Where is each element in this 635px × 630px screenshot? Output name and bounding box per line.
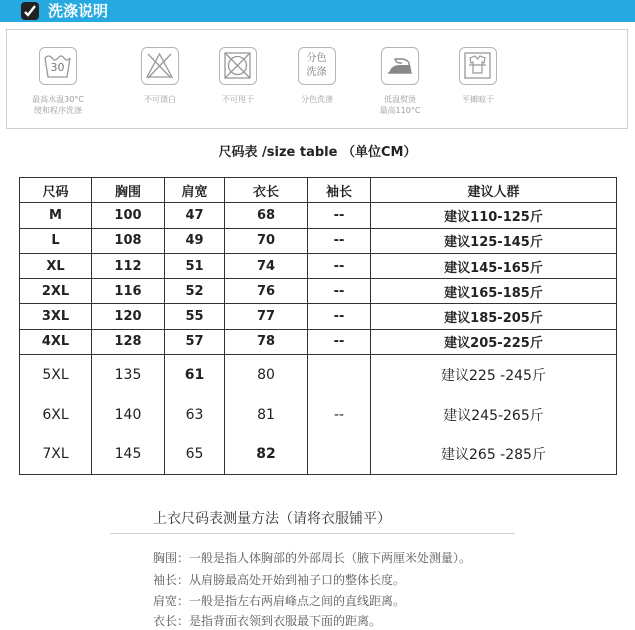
table-cell: 128 (92, 329, 165, 354)
divider (110, 533, 515, 534)
table-cell: 80 (225, 355, 308, 395)
table-row (20, 304, 617, 329)
table-header-cell: 胸围 (92, 178, 165, 203)
table-cell: 建议225 -245斤 (371, 355, 617, 395)
table-cell: 76 (225, 279, 308, 304)
measure-item-sleeve: 袖长：从肩膀最高处开始到袖子口的整体长度。 (153, 573, 406, 587)
care-label: 不可漂白 (144, 95, 176, 104)
table-cell: 3XL (20, 304, 92, 329)
table-cell-merged-sleeve: -- (308, 355, 371, 475)
table-cell: 建议205-225斤 (371, 329, 617, 354)
no-tumble-dry-icon (219, 47, 257, 85)
header-title: 洗涤说明 (48, 2, 109, 20)
table-row (20, 253, 617, 278)
table-cell: 建议165-185斤 (371, 279, 617, 304)
table-cell: -- (308, 304, 371, 329)
table-cell: 49 (165, 228, 225, 253)
table-cell: 108 (92, 228, 165, 253)
care-label: 最高水温30°C 缓和程序洗涤 (32, 95, 84, 115)
table-header-cell: 建议人群 (371, 178, 617, 203)
table-cell: 70 (225, 228, 308, 253)
table-cell: 145 (92, 434, 165, 474)
table-row (20, 279, 617, 304)
size-table (19, 177, 617, 475)
table-row (20, 228, 617, 253)
table-cell: 61 (165, 355, 225, 395)
table-cell: 4XL (20, 329, 92, 354)
care-label: 低温熨烫 最高110°C (379, 95, 421, 115)
table-cell: 5XL (20, 355, 92, 395)
care-label: 分色洗涤 (301, 95, 333, 104)
wash-tub-icon (39, 47, 77, 85)
table-cell: 135 (92, 355, 165, 395)
table-cell: -- (308, 279, 371, 304)
table-cell: 47 (165, 203, 225, 228)
table-cell: 51 (165, 253, 225, 278)
table-cell: 116 (92, 279, 165, 304)
table-cell: -- (308, 228, 371, 253)
size-table-title: 尺码表 /size table （单位CM） (218, 145, 417, 160)
table-cell: 建议265 -285斤 (371, 434, 617, 474)
table-header-cell: 袖长 (308, 178, 371, 203)
table-cell: 52 (165, 279, 225, 304)
table-cell: 68 (225, 203, 308, 228)
table-cell: 7XL (20, 434, 92, 474)
table-cell: 112 (92, 253, 165, 278)
table-cell: M (20, 203, 92, 228)
table-header-cell: 肩宽 (165, 178, 225, 203)
measure-item-chest: 胸围：一般是指人体胸部的外部周长（腋下两厘米处测量）。 (153, 551, 472, 565)
table-cell: XL (20, 253, 92, 278)
table-cell: 82 (225, 434, 308, 474)
separate-wash-icon (298, 47, 336, 85)
table-cell: 74 (225, 253, 308, 278)
table-header-cell: 衣长 (225, 178, 308, 203)
table-header-row (20, 178, 617, 203)
header-bar (0, 0, 635, 22)
measure-item-shoulder: 肩宽：一般是指左右两肩峰点之间的直线距离。 (153, 594, 406, 608)
table-cell: -- (308, 203, 371, 228)
table-cell: 6XL (20, 395, 92, 435)
measure-item-length: 衣长：是指背面衣领到衣服最下面的距离。 (153, 614, 382, 628)
table-cell: 建议125-145斤 (371, 228, 617, 253)
table-cell: 55 (165, 304, 225, 329)
table-header-cell: 尺码 (20, 178, 92, 203)
table-cell: 81 (225, 395, 308, 435)
care-panel (6, 29, 628, 129)
table-row (20, 329, 617, 354)
table-cell: 建议110-125斤 (371, 203, 617, 228)
table-cell: 建议145-165斤 (371, 253, 617, 278)
iron-icon (381, 47, 419, 85)
measure-title: 上衣尺码表测量方法（请将衣服铺平） (153, 511, 391, 527)
no-bleach-icon (141, 47, 179, 85)
table-cell: 建议185-205斤 (371, 304, 617, 329)
table-cell: 63 (165, 395, 225, 435)
table-cell: 57 (165, 329, 225, 354)
table-cell: 建议245-265斤 (371, 395, 617, 435)
table-cell: -- (308, 329, 371, 354)
table-cell: 120 (92, 304, 165, 329)
flat-dry-shirt-icon (459, 47, 497, 85)
pen-check-icon (21, 2, 39, 20)
table-cell: -- (308, 253, 371, 278)
table-cell: 65 (165, 434, 225, 474)
table-row (20, 203, 617, 228)
wash-temp-text: 30 (50, 61, 65, 74)
care-label: 不可甩干 (222, 95, 254, 104)
table-cell: 2XL (20, 279, 92, 304)
table-cell: 78 (225, 329, 308, 354)
table-cell: 140 (92, 395, 165, 435)
table-cell: 100 (92, 203, 165, 228)
table-cell: L (20, 228, 92, 253)
table-cell: 77 (225, 304, 308, 329)
care-label: 平摊晾干 (462, 95, 494, 104)
separate-wash-text: 分色 洗涤 (306, 53, 327, 78)
table-row (20, 355, 617, 395)
